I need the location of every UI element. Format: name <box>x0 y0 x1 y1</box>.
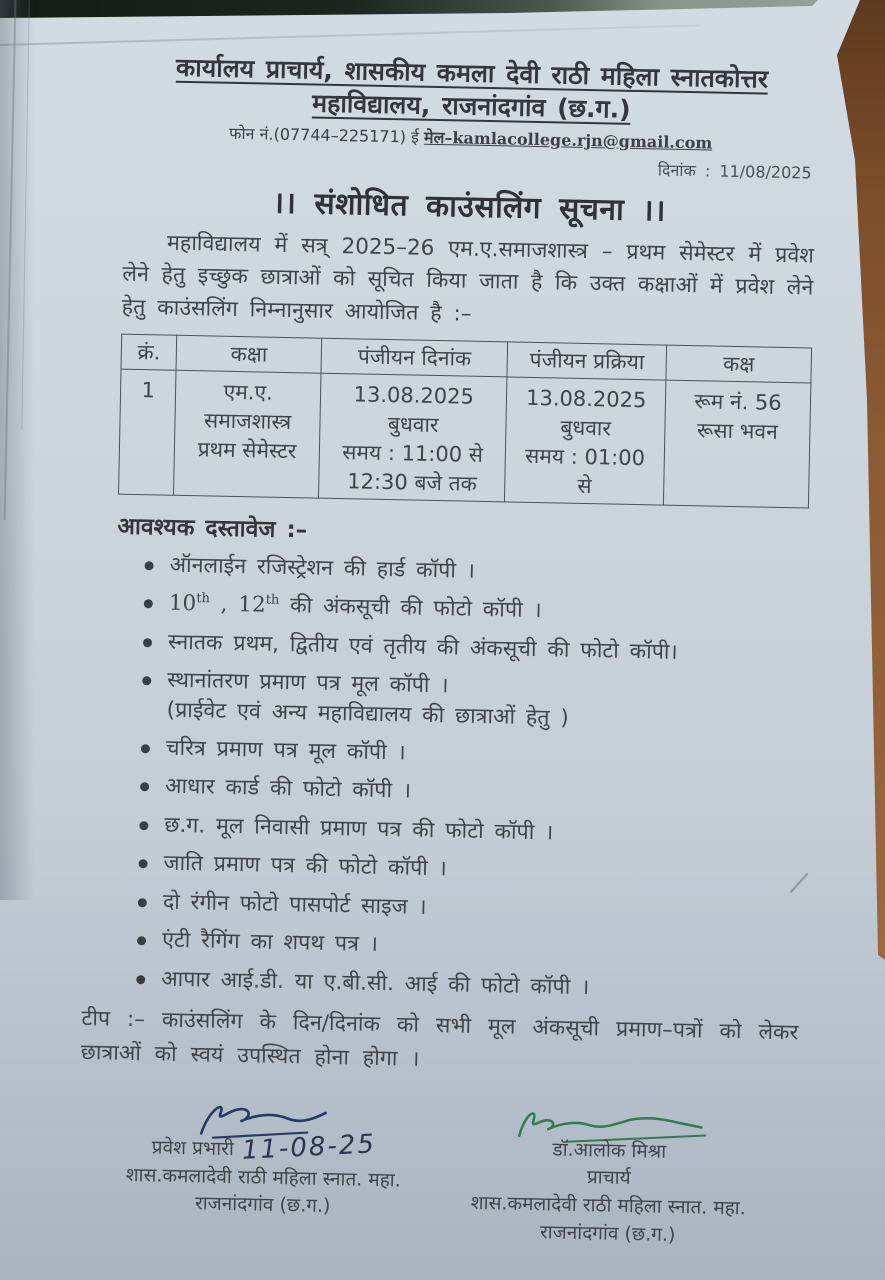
document-item-text: जाति प्रमाण पत्र की फोटो कॉपी । <box>163 850 448 882</box>
cell-class: एम.ए. समाजशास्त्र प्रथम सेमेस्टर <box>174 370 321 498</box>
document-item <box>140 772 803 813</box>
notice-title: ।। संशोधित काउंसलिंग सूचना ।। <box>272 185 667 229</box>
notice-date: दिनांक : 11/08/2025 <box>657 160 812 183</box>
document-item-text: आधार कार्ड की फोटो कॉपी । <box>164 773 412 804</box>
bullet-icon <box>144 599 153 608</box>
document-item-text: आपार आई.डी. या ए.बी.सी. आई की फोटो कॉपी । <box>161 966 590 1000</box>
cell-room: रूम नं. 56 रूसा भवन <box>663 380 810 508</box>
col-header-room: कक्ष <box>666 345 812 383</box>
col-header-reg-process: पंजीयन प्रक्रिया <box>507 342 666 380</box>
phone-number: फोन नं.(07744–225171) ई <box>228 123 425 147</box>
signer-name: डॉ.आलोक मिश्रा <box>552 1138 667 1163</box>
document-item <box>137 926 800 967</box>
documents-heading: आवश्यक दस्तावेज :– <box>117 513 308 544</box>
office-name-line1: कार्यालय प्राचार्य, शासकीय कमला देवी राठी महिला स्नातकोत्तर <box>175 52 769 94</box>
email-address: मेल–kamlacollege.rjn@gmail.com <box>423 127 713 153</box>
transfer-certificate-note: (प्राईवेट एवं अन्य महाविद्यालय की छात्राओं हेतु ) <box>166 697 570 731</box>
marksheet-text: की अंकसूची की फोटो कॉपी । <box>279 593 542 624</box>
document-item <box>143 628 806 669</box>
document-item <box>141 734 804 775</box>
handwritten-date: 11-08-25 <box>241 1129 377 1166</box>
signer-place: राजनांदगांव (छ.ग.) <box>539 1220 676 1246</box>
bullet-icon <box>139 821 148 830</box>
document-item <box>138 849 801 890</box>
signature-block-right <box>421 1102 797 1252</box>
document-item-text: चरित्र प्रमाण पत्र मूल कॉपी । <box>165 735 406 766</box>
col-header-sno: क्रं. <box>121 334 177 370</box>
document-item-text: छ.ग. मूल निवासी प्रमाण पत्र की फोटो कॉपी । <box>164 812 554 846</box>
table-row <box>119 369 811 508</box>
document-item-text <box>169 590 542 625</box>
cell-reg-date: 13.08.2025 बुधवार समय : 11:00 से 12:30 बजे तक <box>319 373 508 502</box>
signature-block-left <box>103 1095 424 1244</box>
document-item <box>139 811 802 852</box>
intro-paragraph: महाविद्यालय में सत्र् 2025–26 एम.ए.समाजशास्त्र – प्रथम सेमेस्टर में प्रवेश लेने हेतु इच्छुक छात्राओं को सूचित किया जाता है कि उक्त कक्षाओं में प्रवेश लेने हेतु काउंसलिंग निम्नानुसार आयोजित है :– <box>121 230 815 327</box>
bullet-icon <box>136 975 145 984</box>
document-item <box>144 551 807 592</box>
letterhead <box>125 50 818 156</box>
note-paragraph: टीप :– काउंसलिंग के दिन/दिनांक को सभी मूल अंकसूची प्रमाण–पत्रों को लेकर छात्राओं को स्वयं उपस्थित होना होगा । <box>80 1006 799 1072</box>
cell-sno: 1 <box>119 369 177 495</box>
document-item <box>136 965 799 1006</box>
signer-organization: शास.कमलादेवी राठी महिला स्नात. महा. <box>470 1191 746 1220</box>
marksheet-10: 10 <box>168 590 197 617</box>
signature-row <box>103 1095 797 1251</box>
signer-place: राजनांदगांव (छ.ग.) <box>194 1192 331 1218</box>
marksheet-12: , 12 <box>209 591 266 618</box>
bullet-icon <box>143 638 152 647</box>
document-item-text: स्थानांतरण प्रमाण पत्र मूल कॉपी । <box>167 667 449 699</box>
col-header-reg-date: पंजीयन दिनांक <box>321 338 508 377</box>
role-line <box>105 1125 424 1167</box>
signer-role: प्राचार्य <box>586 1166 631 1190</box>
document-item-text: एंटी रैगिंग का शपथ पत्र । <box>161 927 379 958</box>
superscript-th: th <box>265 592 280 608</box>
counseling-schedule-table <box>118 333 812 508</box>
document-item <box>138 888 801 929</box>
bullet-icon <box>138 898 147 907</box>
documents-list-continued <box>108 733 804 1005</box>
superscript-th: th <box>196 591 211 607</box>
bullet-icon <box>142 676 151 685</box>
bullet-icon <box>139 859 148 868</box>
document-item <box>144 589 807 630</box>
cell-reg-process: 13.08.2025 बुधवार समय : 01:00 से <box>505 377 666 505</box>
office-name-line2: महाविद्यालय, राजनांदगांव (छ.ग.) <box>311 88 631 124</box>
signer-organization: शास.कमलादेवी राठी महिला स्नात. महा. <box>125 1163 401 1192</box>
document-item-text: दो रंगीन फोटो पासपोर्ट साइज । <box>162 889 427 920</box>
bullet-icon <box>137 936 146 945</box>
documents-list <box>114 550 808 707</box>
col-header-class: कक्षा <box>176 335 322 373</box>
bullet-icon <box>140 782 149 791</box>
document-item-text: ऑनलाईन रजिस्ट्रेशन की हार्ड कॉपी । <box>169 552 476 584</box>
document-item-text: स्नातक प्रथम, द्वितीय एवं तृतीय की अंकसूची की फोटो कॉपी। <box>167 629 678 665</box>
bullet-icon <box>145 561 154 570</box>
bullet-icon <box>141 744 150 753</box>
signer-role: प्रवेश प्रभारी <box>151 1136 235 1161</box>
